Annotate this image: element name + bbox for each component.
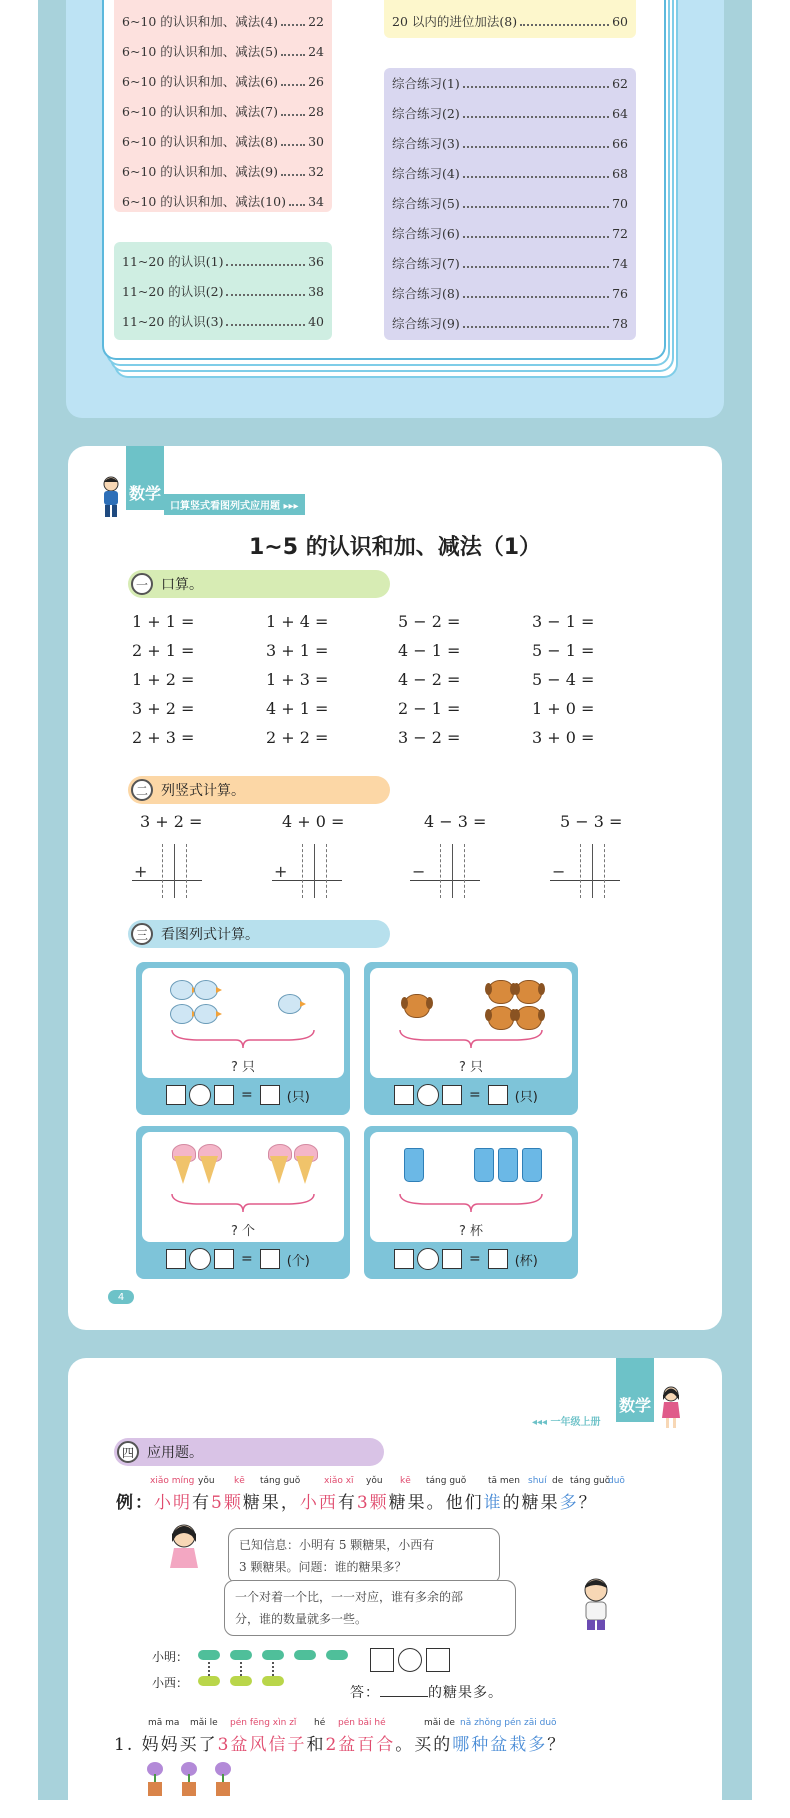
toc-entry[interactable]: 综合练习(3) 66	[392, 135, 628, 151]
page-title: 1~5 的认识和加、减法（1）	[248, 535, 542, 560]
xixi-label: 小西：	[152, 1676, 189, 1690]
pinyin: yǒu	[198, 1476, 215, 1486]
toc-box-purple	[384, 68, 636, 340]
cup-icon	[498, 1148, 518, 1182]
unit-label: (只)	[514, 1089, 538, 1105]
answer-box[interactable]	[394, 1085, 414, 1105]
boy-character-icon	[576, 1576, 616, 1632]
answer-line: 答： 的糖果多。	[350, 1685, 503, 1701]
section-2-header	[128, 776, 390, 804]
pinyin: nǎ zhǒng pén	[460, 1718, 522, 1728]
oral-item: 3 + 1 =	[266, 641, 329, 660]
question-label: ? 杯	[458, 1224, 484, 1239]
answer-box[interactable]	[214, 1085, 234, 1105]
operator-sign: −	[552, 862, 566, 881]
pinyin: kē	[400, 1476, 411, 1486]
bubble-line: 分，谁的数量就多一些。	[235, 1612, 368, 1626]
section-4-header	[114, 1438, 384, 1466]
toc-entry[interactable]: 综合练习(2) 64	[392, 105, 628, 121]
ice-cream-icon	[294, 1144, 316, 1184]
bubble-line: 3 颗糖果。问题：谁的糖果多？	[239, 1560, 407, 1574]
pinyin: táng guǒ	[570, 1476, 611, 1486]
answer-box[interactable]	[166, 1249, 186, 1269]
ice-cream-icon	[172, 1144, 194, 1184]
ice-cream-icon	[198, 1144, 220, 1184]
vertical-grid[interactable]	[132, 844, 202, 904]
oral-item: 1 + 4 =	[266, 612, 329, 631]
bird-icon	[194, 1004, 218, 1024]
answer-blank[interactable]	[380, 1696, 428, 1697]
operator-circle[interactable]	[398, 1648, 422, 1672]
pinyin: yǒu	[366, 1476, 383, 1486]
hyacinth-pot-icon	[144, 1762, 166, 1796]
section-label: 应用题。	[147, 1445, 203, 1461]
dog-icon	[488, 1006, 514, 1030]
bubble-line: 一个对着一个比，一一对应，谁有多余的部	[235, 1590, 464, 1604]
oral-item: 2 − 1 =	[398, 699, 461, 718]
section-label: 口算。	[161, 577, 203, 593]
toc-panel	[66, 0, 724, 418]
toc-entry[interactable]: 11~20 的认识(2) 38	[122, 283, 324, 299]
hyacinth-pot-icon	[178, 1762, 200, 1796]
equals-sign: =	[469, 1087, 481, 1103]
ice-cream-icon	[268, 1144, 290, 1184]
speech-bubble-known-info	[228, 1528, 500, 1584]
section-number: 三	[131, 923, 153, 945]
candy-icon	[326, 1650, 348, 1660]
girl-character-icon	[164, 1522, 204, 1572]
oral-item: 5 − 1 =	[532, 641, 595, 660]
oral-item: 1 + 2 =	[132, 670, 195, 689]
candy-icon	[230, 1650, 252, 1660]
answer-row	[166, 1248, 310, 1270]
oral-item: 2 + 2 =	[266, 728, 329, 747]
pinyin: táng guǒ	[426, 1476, 467, 1486]
operator-sign: +	[134, 862, 148, 881]
answer-box[interactable]	[394, 1249, 414, 1269]
pinyin: tā men	[488, 1476, 520, 1486]
boy-icon	[100, 476, 122, 520]
answer-row	[394, 1248, 538, 1270]
oral-item: 4 + 1 =	[266, 699, 329, 718]
header-subtitle: 口算竖式看图列式应用题 ▸▸▸	[164, 494, 305, 515]
toc-entry[interactable]: 11~20 的认识(1) 36	[122, 253, 324, 269]
toc-entry[interactable]: 6~10 的认识和加、减法(10) 34	[122, 193, 324, 209]
toc-entry[interactable]: 20 以内的进位加法(8) 60	[392, 13, 628, 29]
toc-entry[interactable]: 综合练习(4) 68	[392, 165, 628, 181]
toc-entry[interactable]: 11~20 的认识(3) 40	[122, 313, 324, 329]
operator-sign: +	[274, 862, 288, 881]
dog-icon	[488, 980, 514, 1004]
vertical-grid[interactable]	[272, 844, 342, 904]
toc-entry[interactable]: 综合练习(5) 70	[392, 195, 628, 211]
answer-row	[370, 1648, 450, 1672]
bubble-line: 已知信息：小明有 5 颗糖果，小西有	[239, 1538, 435, 1552]
speech-bubble-hint	[224, 1580, 516, 1636]
oral-item: 5 − 4 =	[532, 670, 595, 689]
toc-entry[interactable]: 6~10 的认识和加、减法(9) 32	[122, 163, 324, 179]
vertical-expr: 3 + 2 =	[140, 812, 203, 831]
section-label: 看图列式计算。	[161, 927, 259, 943]
toc-box-yellow	[384, 0, 636, 38]
toc-entry[interactable]: 综合练习(1) 62	[392, 75, 628, 91]
toc-entry[interactable]: 综合练习(8) 76	[392, 285, 628, 301]
toc-entry[interactable]: 6~10 的认识和加、减法(5) 24	[122, 43, 324, 59]
toc-entry[interactable]: 综合练习(6) 72	[392, 225, 628, 241]
toc-entry[interactable]: 6~10 的认识和加、减法(4) 22	[122, 13, 324, 29]
oral-item: 1 + 0 =	[532, 699, 595, 718]
toc-entry[interactable]: 综合练习(9) 78	[392, 315, 628, 331]
equals-sign: =	[241, 1251, 253, 1267]
toc-sheet	[102, 0, 666, 360]
answer-box[interactable]	[488, 1085, 508, 1105]
pinyin: mǎi le	[190, 1718, 218, 1728]
question-1: 1. 妈妈买了3盆风信子和2盆百合。买的哪种盆栽多？	[114, 1735, 567, 1755]
pinyin: de	[552, 1476, 564, 1486]
workbook-page-5	[68, 1358, 722, 1818]
operator-circle[interactable]	[417, 1248, 439, 1270]
answer-box[interactable]	[166, 1085, 186, 1105]
candy-icon	[198, 1676, 220, 1686]
oral-item: 5 − 2 =	[398, 612, 461, 631]
candy-icon	[230, 1676, 252, 1686]
picture-problem-dogs	[364, 962, 578, 1115]
section-number: 四	[117, 1441, 139, 1463]
page-number: 4	[108, 1290, 134, 1304]
toc-entry[interactable]: 6~10 的认识和加、减法(7) 28	[122, 103, 324, 119]
toc-box-green	[114, 242, 332, 340]
candy-icon	[262, 1676, 284, 1686]
brace-icon	[170, 1192, 316, 1214]
pinyin: xiǎo xī	[324, 1476, 354, 1486]
xiaoming-label: 小明：	[152, 1650, 189, 1664]
section-label: 列竖式计算。	[161, 783, 245, 799]
workbook-page-4	[68, 446, 722, 1330]
answer-box[interactable]	[426, 1648, 450, 1672]
pinyin: xiǎo míng	[150, 1476, 195, 1486]
bird-icon	[278, 994, 302, 1014]
example-sentence: 例：小明有5颗糖果，小西有3颗糖果。他们谁的糖果多？	[116, 1493, 598, 1513]
toc-entry[interactable]: 6~10 的认识和加、减法(6) 26	[122, 73, 324, 89]
pinyin: duō	[608, 1476, 625, 1486]
unit-label: (杯)	[514, 1253, 538, 1269]
oral-item: 2 + 1 =	[132, 641, 195, 660]
question-label: ? 只	[230, 1060, 256, 1075]
toc-entry[interactable]: 综合练习(7) 74	[392, 255, 628, 271]
oral-item: 3 − 2 =	[398, 728, 461, 747]
answer-box[interactable]	[370, 1648, 394, 1672]
oral-item: 1 + 1 =	[132, 612, 195, 631]
toc-box-pink	[114, 0, 332, 212]
pinyin: hé	[314, 1718, 326, 1728]
oral-item: 2 + 3 =	[132, 728, 195, 747]
answer-box[interactable]	[488, 1249, 508, 1269]
section-number: 一	[131, 573, 153, 595]
subject-badge: 数学	[616, 1358, 654, 1422]
bird-icon	[170, 1004, 194, 1024]
toc-entry[interactable]: 6~10 的认识和加、减法(8) 30	[122, 133, 324, 149]
pinyin: zāi duō	[524, 1718, 557, 1728]
operator-circle[interactable]	[189, 1084, 211, 1106]
pinyin: pén bǎi hé	[338, 1718, 386, 1728]
section-1-header	[128, 570, 390, 598]
brace-icon	[398, 1192, 544, 1214]
bird-icon	[170, 980, 194, 1000]
answer-row	[394, 1084, 538, 1106]
pinyin: táng guǒ	[260, 1476, 301, 1486]
oral-item: 3 + 0 =	[532, 728, 595, 747]
operator-sign: −	[412, 862, 426, 881]
oral-item: 4 − 1 =	[398, 641, 461, 660]
pinyin: mǎi de	[424, 1718, 455, 1728]
vertical-expr: 4 + 0 =	[282, 812, 345, 831]
candy-icon	[294, 1650, 316, 1660]
question-label: ? 只	[458, 1060, 484, 1075]
dog-icon	[404, 994, 430, 1018]
equals-sign: =	[469, 1251, 481, 1267]
section-3-header	[128, 920, 390, 948]
question-label: ? 个	[230, 1224, 256, 1239]
operator-circle[interactable]	[417, 1084, 439, 1106]
pinyin: shuí	[528, 1476, 547, 1486]
unit-label: (个)	[286, 1253, 310, 1269]
equals-sign: =	[241, 1087, 253, 1103]
pinyin: mā ma	[148, 1718, 180, 1728]
picture-problem-cups	[364, 1126, 578, 1279]
picture-problem-ice-cream	[136, 1126, 350, 1279]
operator-circle[interactable]	[189, 1248, 211, 1270]
answer-box[interactable]	[442, 1249, 462, 1269]
oral-item: 4 − 2 =	[398, 670, 461, 689]
girl-icon	[660, 1386, 682, 1430]
subject-badge: 数学	[126, 446, 164, 510]
cup-icon	[404, 1148, 424, 1182]
dog-icon	[516, 1006, 542, 1030]
bird-icon	[194, 980, 218, 1000]
pinyin: kē	[234, 1476, 245, 1486]
vertical-expr: 5 − 3 =	[560, 812, 623, 831]
hyacinth-pot-icon	[212, 1762, 234, 1796]
vertical-expr: 4 − 3 =	[424, 812, 487, 831]
vertical-grid[interactable]	[550, 844, 620, 904]
vertical-grid[interactable]	[410, 844, 480, 904]
answer-row	[166, 1084, 310, 1106]
answer-box[interactable]	[214, 1249, 234, 1269]
grade-label: ◂◂◂ 一年级上册	[532, 1417, 601, 1428]
oral-item: 3 − 1 =	[532, 612, 595, 631]
oral-item: 3 + 2 =	[132, 699, 195, 718]
pinyin: pén fēng xìn zǐ	[230, 1718, 297, 1728]
answer-box[interactable]	[260, 1085, 280, 1105]
unit-label: (只)	[286, 1089, 310, 1105]
candy-icon	[262, 1650, 284, 1660]
cup-icon	[522, 1148, 542, 1182]
brace-icon	[398, 1028, 544, 1050]
section-number: 二	[131, 779, 153, 801]
cup-icon	[474, 1148, 494, 1182]
brace-icon	[170, 1028, 316, 1050]
dog-icon	[516, 980, 542, 1004]
candy-icon	[198, 1650, 220, 1660]
oral-item: 1 + 3 =	[266, 670, 329, 689]
picture-problem-birds	[136, 962, 350, 1115]
answer-box[interactable]	[260, 1249, 280, 1269]
answer-box[interactable]	[442, 1085, 462, 1105]
